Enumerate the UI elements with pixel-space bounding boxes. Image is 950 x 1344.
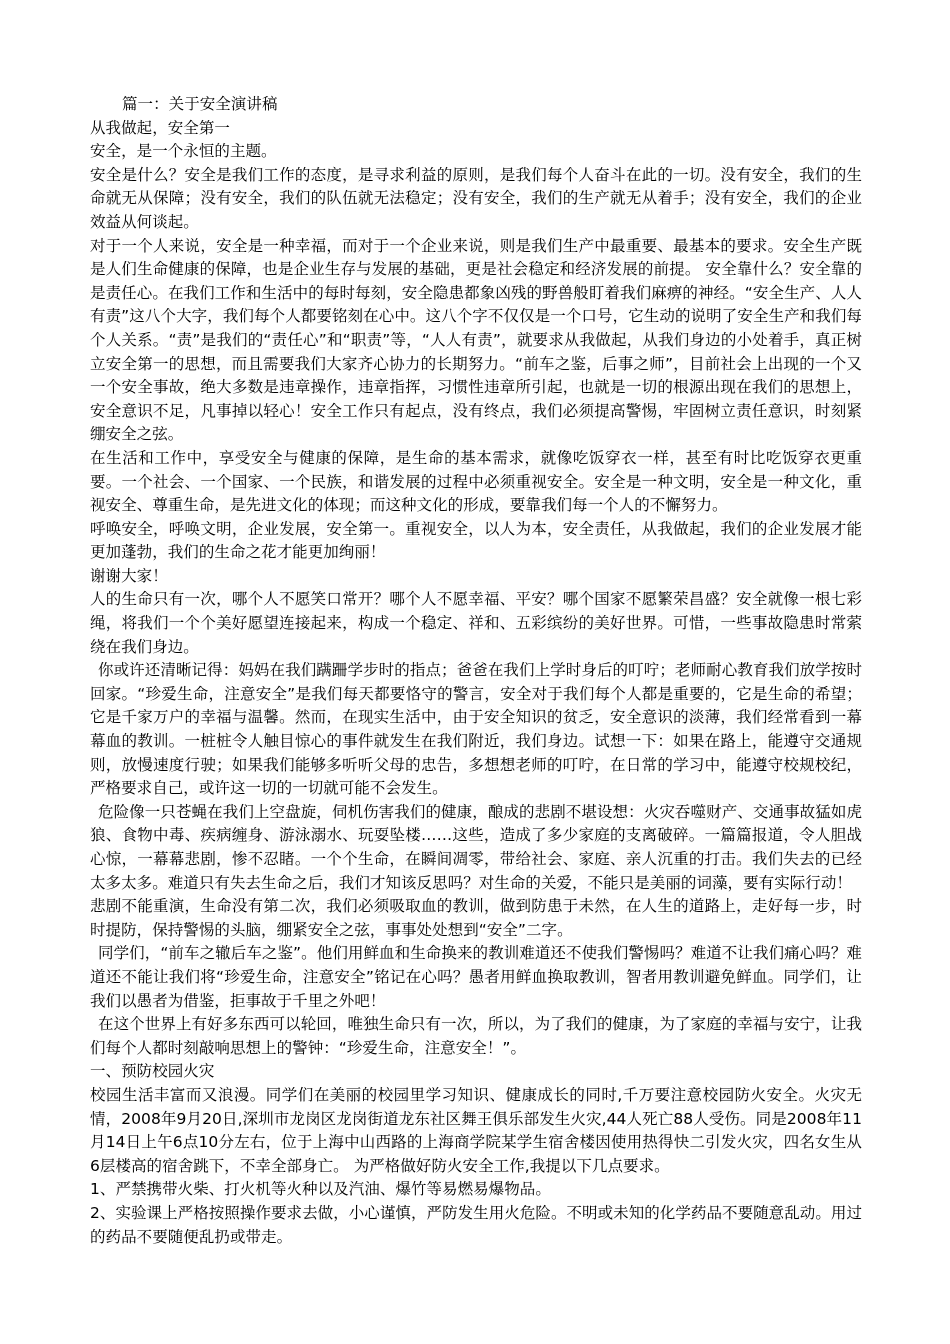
paragraph: 人的生命只有一次，哪个人不愿笑口常开？哪个人不愿幸福、平安？哪个国家不愿繁荣昌盛？安全就像一根七彩绳，将我们一个个美好愿望连接起来，构成一个稳定、祥和、五彩缤纷的美好世界。可惜，一些事故隐患时常萦绕在我们身边。 [90, 590, 862, 656]
list-item: 1、严禁携带火柴、打火机等火种以及汽油、爆竹等易燃易爆物品。 [90, 1180, 551, 1199]
paragraph: 谢谢大家！ [90, 566, 168, 585]
paragraph: 对于一个人来说，安全是一种幸福，而对于一个企业来说，则是我们生产中最重要、最基本的要求。安全生产既是人们生命健康的保障，也是企业生存与发展的基础，更是社会稳定和经济发展的前提。 安全靠什么？安全靠的是责任心。在我们工作和生活中的每时每刻，安全隐患都象凶残的野兽般盯着我们麻痹的神经。“安全生产、人人有责”这八个大字，我们每个人都要铭刻在心中。这八个字不仅仅是一个口号，它生动的说明了安全生产和我们每个人关系。“责”是我们的“责任心”和“职责”等，“人人有责”，就要求从我做起，从我们身边的小处着手，真正树立安全第一的思想，而且需要我们大家齐心协力的长期努力。“前车之鉴，后事之师”，目前社会上出现的一个又一个安全事故，绝大多数是违章操作，违章指挥，习惯性违章所引起，也就是一切的根源出现在我们的思想上，安全意识不足，凡事掉以轻心！安全工作只有起点，没有终点，我们必须提高警惕，牢固树立责任意识，时刻紧绷安全之弦。 [90, 236, 862, 444]
paragraph: 安全是什么？安全是我们工作的态度，是寻求利益的原则，是我们每个人奋斗在此的一切。没有安全，我们的生命就无从保障；没有安全，我们的队伍就无法稳定；没有安全，我们的生产就无从着手；没有安全，我们的企业效益从何谈起。 [90, 165, 862, 231]
paragraph: 你或许还清晰记得：妈妈在我们蹒跚学步时的指点；爸爸在我们上学时身后的叮咛；老师耐心教育我们放学按时回家。“珍爱生命，注意安全”是我们每天都要恪守的警言，安全对于我们每个人都是重要的，它是生命的希望；它是千家万户的幸福与温馨。然而，在现实生活中，由于安全知识的贫乏，安全意识的淡薄，我们经常看到一幕幕血的教训。一桩桩令人触目惊心的事件就发生在我们附近，我们身边。试想一下：如果在路上，能遵守交通规则，放慢速度行驶；如果我们能够多听听父母的忠告，多想想老师的叮咛，在日常的学习中，能遵守校规校纪，严格要求自己，或许这一切的一切就可能不会发生。 [90, 661, 862, 798]
paragraph: 安全，是一个永恒的主题。 [90, 142, 277, 161]
paragraph: 同学们，“前车之辙后车之鉴”。他们用鲜血和生命换来的教训难道还不使我们警惕吗？难道不让我们痛心吗？难道还不能让我们将“珍爱生命，注意安全”铭记在心吗？愚者用鲜血换取教训，智者用教训避免鲜血。同学们，让我们以愚者为借鉴，拒事故于千里之外吧！ [90, 944, 862, 1010]
section-heading: 一、预防校园火灾 [90, 1062, 215, 1081]
paragraph: 悲剧不能重演，生命没有第二次，我们必须吸取血的教训，做到防患于未然，在人生的道路上，走好每一步，时时提防，保持警惕的头脑，绷紧安全之弦，事事处处想到“安全”二字。 [90, 897, 862, 939]
list-item: 2、实验课上严格按照操作要求去做，小心谨慎，严防发生用火危险。不明或未知的化学药品不要随意乱动。用过的药品不要随便乱扔或带走。 [90, 1203, 862, 1246]
paragraph: 呼唤安全，呼唤文明，企业发展，安全第一。重视安全，以人为本，安全责任，从我做起，我们的企业发展才能更加蓬勃，我们的生命之花才能更加绚丽！ [90, 519, 862, 562]
paragraph: 校园生活丰富而又浪漫。同学们在美丽的校园里学习知识、健康成长的同时,千万要注意校园防火安全。火灾无情，2008年9月20日,深圳市龙岗区龙岗街道龙东社区舞王俱乐部发生火灾,44人死亡88人受伤。同是2008年11月14日上午6点10分左右，位于上海中山西路的上海商学院某学生宿舍楼因使用热得快二引发火灾，四名女生从6层楼高的宿舍跳下，不幸全部身亡。 为严格做好防火安全工作,我提以下几点要求。 [90, 1085, 862, 1175]
document-page [90, 93, 862, 1249]
paragraph: 危险像一只苍蝇在我们上空盘旋，伺机伤害我们的健康，酿成的悲剧不堪设想：火灾吞噬财产、交通事故猛如虎狼、食物中毒、疾病缠身、游泳溺水、玩耍坠楼……这些，造成了多少家庭的支离破碎。一篇篇报道，令人胆战心惊，一幕幕悲剧，惨不忍睹。一个个生命，在瞬间凋零，带给社会、家庭、亲人沉重的打击。我们失去的已经太多太多。难道只有失去生命之后，我们才知该反思吗？对生命的关爱，不能只是美丽的词藻，要有实际行动！ [90, 802, 862, 892]
document-subtitle: 从我做起，安全第一 [90, 118, 230, 137]
paragraph: 在这个世界上有好多东西可以轮回，唯独生命只有一次，所以，为了我们的健康，为了家庭的幸福与安宁，让我们每个人都时刻敲响思想上的警钟：“珍爱生命，注意安全！”。 [90, 1015, 862, 1057]
document-title: 篇一：关于安全演讲稿 [122, 95, 278, 113]
paragraph: 在生活和工作中，享受安全与健康的保障，是生命的基本需求，就像吃饭穿衣一样，甚至有时比吃饭穿衣更重要。一个社会、一个国家、一个民族，和谐发展的过程中必须重视安全。安全是一种文明，安全是一种文化，重视安全、尊重生命，是先进文化的体现；而这种文化的形成，要靠我们每一个人的不懈努力。 [90, 448, 862, 515]
